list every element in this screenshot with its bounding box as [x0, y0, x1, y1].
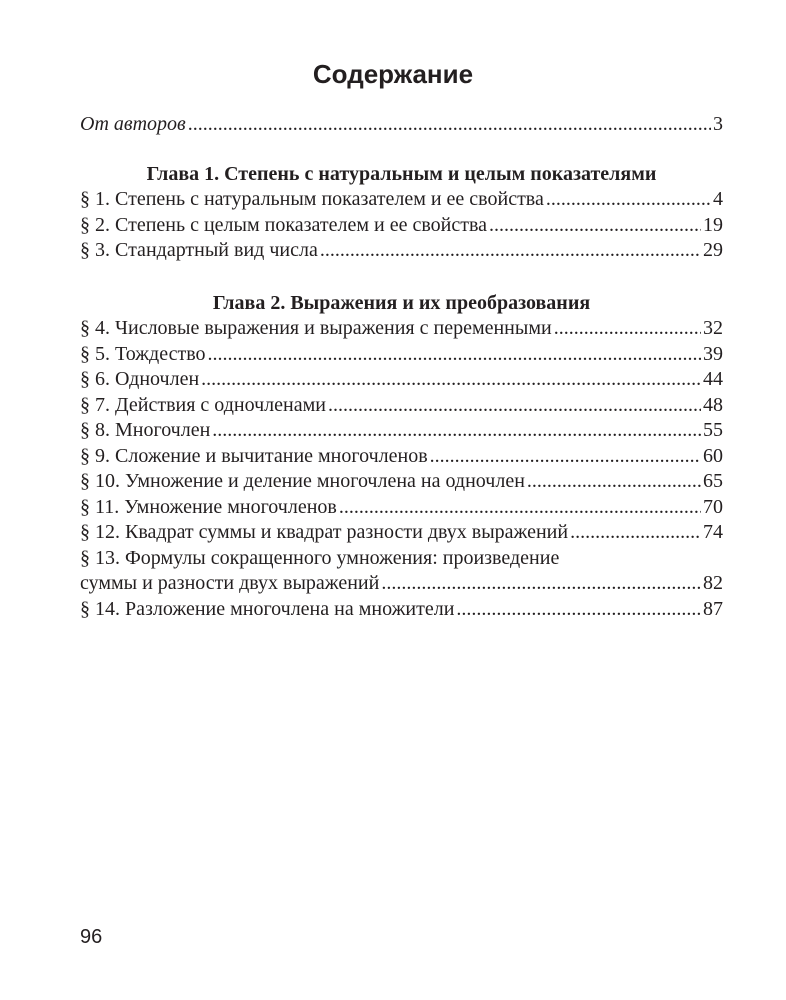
dot-leader [201, 367, 701, 393]
toc-entry-continuation [80, 571, 723, 597]
toc-entry-section-13[interactable] [80, 546, 723, 597]
toc-entry-page: 39 [703, 342, 723, 365]
toc-entry-label: От авторов [80, 113, 186, 135]
toc-entry-section-1[interactable] [80, 187, 723, 213]
toc-entry-page: 4 [713, 188, 723, 210]
dot-leader [208, 342, 701, 368]
toc-entry-section-6[interactable] [80, 367, 723, 393]
toc-entry-page: 55 [703, 419, 723, 441]
toc-entry-label: суммы и разности двух выражений [80, 572, 380, 594]
dot-leader [328, 393, 701, 419]
toc-entry-label: § 6. Одночлен [80, 368, 200, 390]
toc-entry-page: 87 [703, 597, 723, 620]
toc-entry-page: 70 [703, 495, 723, 518]
toc-entry-label: § 1. Степень с натуральным показателем и ее свойства [80, 188, 544, 210]
toc-entry-page: 29 [703, 239, 723, 261]
chapter-heading-2: Глава 2. Выражения и их преобразования [212, 291, 591, 314]
toc-entry-label: § 9. Сложение и вычитание многочленов [80, 444, 428, 467]
toc-entry-label: § 8. Многочлен [80, 419, 211, 441]
toc-entry-label: § 12. Квадрат суммы и квадрат разности двух выражений [80, 521, 569, 543]
toc-entry-section-8[interactable] [80, 418, 723, 444]
toc-entry-section-3[interactable] [80, 238, 723, 264]
dot-leader [554, 316, 701, 342]
toc-entry-section-4[interactable] [80, 316, 723, 342]
toc-entry-page: 3 [713, 113, 723, 135]
table-of-contents [80, 112, 723, 622]
dot-leader [188, 112, 711, 138]
toc-entry-page: 65 [703, 470, 723, 492]
dot-leader [527, 469, 701, 495]
toc-entry-section-11[interactable] [80, 495, 723, 521]
toc-entry-page: 48 [703, 393, 723, 416]
toc-entry-section-12[interactable] [80, 520, 723, 546]
toc-entry-intro[interactable] [80, 112, 723, 138]
chapter-heading-1: Глава 1. Степень с натуральным и целым показателями [146, 162, 657, 185]
toc-entry-section-5[interactable] [80, 342, 723, 368]
toc-entry-page: 82 [703, 572, 723, 594]
toc-entry-label-line1: § 13. Формулы сокращенного умножения: произведение [80, 546, 560, 569]
toc-entry-page: 74 [703, 521, 723, 543]
page-number: 96 [80, 926, 103, 948]
toc-entry-label: § 11. Умножение многочленов [80, 495, 337, 518]
dot-leader [489, 213, 701, 239]
toc-entry-page: 60 [703, 444, 723, 467]
toc-entry-label: § 5. Тождество [80, 342, 206, 365]
dot-leader [456, 597, 701, 623]
toc-entry-page: 19 [703, 213, 723, 236]
toc-entry-section-2[interactable] [80, 213, 723, 239]
toc-entry-label: § 10. Умножение и деление многочлена на одночлен [80, 470, 525, 492]
toc-entry-label: § 4. Числовые выражения и выражения с переменными [80, 317, 552, 339]
toc-entry-label: § 14. Разложение многочлена на множители [80, 597, 455, 620]
dot-leader [570, 520, 701, 546]
dot-leader [381, 571, 701, 597]
toc-entry-section-9[interactable] [80, 444, 723, 470]
page-title: Содержание [312, 59, 474, 89]
dot-leader [546, 187, 711, 213]
toc-entry-section-14[interactable] [80, 597, 723, 623]
dot-leader [339, 495, 701, 521]
toc-entry-section-7[interactable] [80, 393, 723, 419]
toc-entry-page: 32 [703, 317, 723, 339]
dot-leader [320, 238, 701, 264]
toc-entry-section-10[interactable] [80, 469, 723, 495]
dot-leader [212, 418, 701, 444]
toc-entry-page: 44 [703, 368, 723, 390]
toc-entry-label: § 7. Действия с одночленами [80, 393, 326, 416]
toc-entry-label: § 2. Степень с целым показателем и ее свойства [80, 213, 488, 236]
toc-entry-label: § 3. Стандартный вид числа [80, 239, 318, 261]
dot-leader [430, 444, 701, 470]
